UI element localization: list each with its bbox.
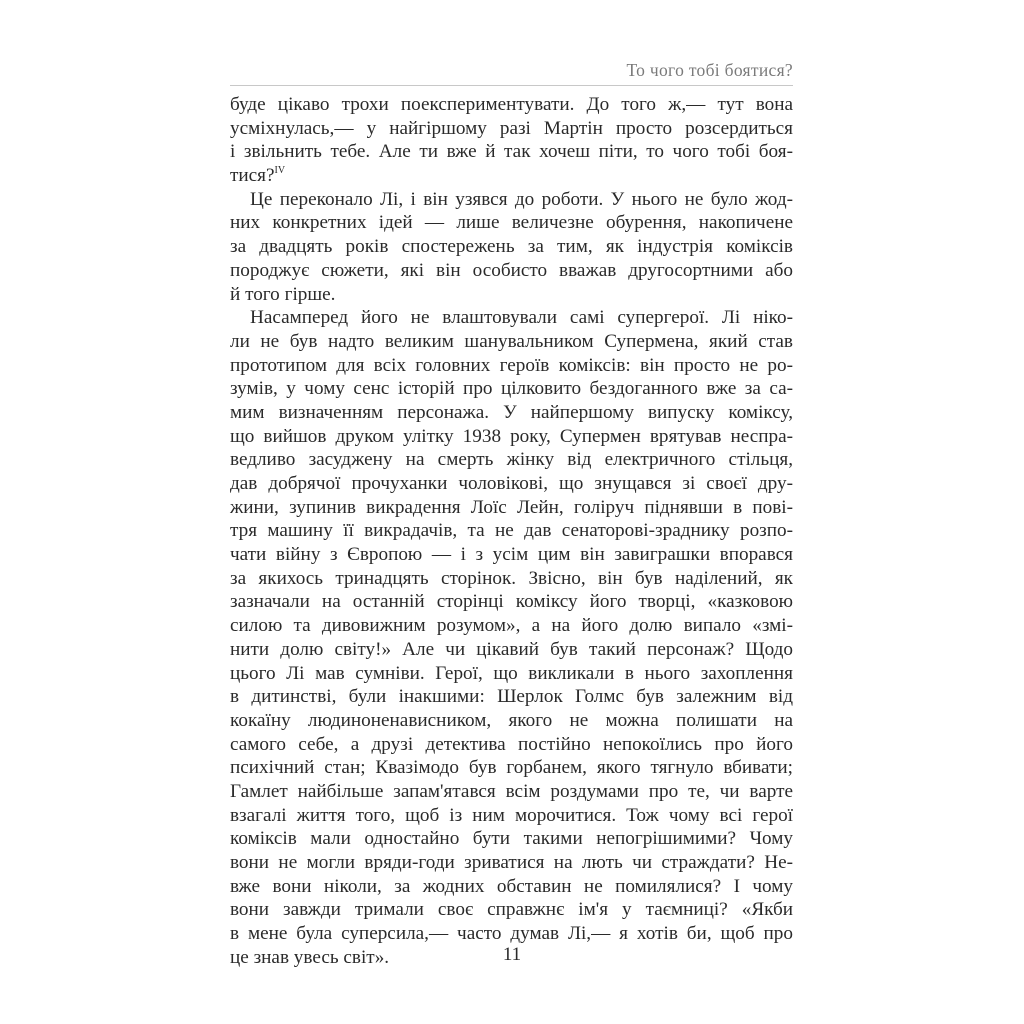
- text-line: й того гірше.: [230, 283, 336, 305]
- text-line: вони завжди тримали своє справжнє ім'я у таємниці? «Якби: [230, 899, 793, 921]
- text-line: нити долю світу!» Але чи цікавий був такий персонаж? Щодо: [230, 638, 793, 660]
- text-line: усміхнулась,— у найгіршому разі Мартін просто розсердиться: [230, 117, 793, 139]
- running-head: То чого тобі боятися?: [626, 60, 793, 80]
- text-line: в дитинстві, були інакшими: Шерлок Голмс був залежним від: [230, 686, 793, 708]
- text-line: за якихось тринадцять сторінок. Звісно, він був наділений, як: [230, 567, 793, 589]
- text-line: що вийшов друком улітку 1938 року, Супермен врятував неспра-: [230, 425, 793, 447]
- text-line: чати війну з Європою — і з усім цим він завиграшки впорався: [230, 544, 793, 566]
- text-line: коміксів мали одностайно бути такими непогрішимими? Чому: [230, 828, 793, 850]
- text-line: взагалі життя того, щоб із ним морочитися. Тож чому всі герої: [230, 804, 793, 826]
- text-line: жини, зупинив викрадення Лоїс Лейн, голіруч піднявши в пові-: [230, 496, 793, 518]
- text-line: ли не був надто великим шанувальником Супермена, який став: [230, 330, 793, 352]
- text-line: них конкретних ідей — лише величезне обурення, накопичене: [230, 212, 793, 234]
- text-line: тря машину її викрадачів, та не дав сенаторові-зраднику розпо-: [230, 520, 793, 542]
- text-line: Насамперед його не влаштовували самі супергерої. Лі ніко-: [250, 307, 793, 329]
- text-line: в мене була суперсила,— часто думав Лі,— я хотів би, щоб про: [230, 923, 793, 945]
- text-line: Це переконало Лі, і він узявся до роботи. У нього не було жод-: [250, 188, 793, 210]
- text-line: породжує сюжети, які він особисто вважав другосортними або: [230, 259, 793, 281]
- text-line: Гамлет найбільше запам'ятався всім роздумами про те, чи варте: [230, 780, 793, 802]
- text-line: вони не могли вряди-годи зриватися на лють чи страждати? Не-: [230, 852, 793, 873]
- text-line: вже вони ніколи, за жодних обставин не помилялися? І чому: [230, 875, 793, 897]
- text-line: це знав увесь світ».: [230, 946, 390, 968]
- text-fragment: тися?: [230, 165, 275, 187]
- text-line-with-footnote: [230, 164, 793, 188]
- body-text: [230, 93, 793, 969]
- text-line: за двадцять років спостережень за тим, як індустрія коміксів: [230, 236, 793, 258]
- paragraph: [230, 306, 793, 969]
- text-line: прототипом для всіх головних героїв коміксів: він просто не ро-: [230, 354, 793, 376]
- footnote-marker[interactable]: IV: [274, 165, 286, 177]
- text-line: зазначали на останній сторінці коміксу його творці, «казковою: [230, 591, 793, 613]
- text-line: силою та дивовижним розумом», а на його долю випало «змі-: [230, 615, 793, 637]
- text-line: самого себе, а друзі детектива постійно непокоїлись про його: [230, 733, 793, 755]
- paragraph: [230, 188, 793, 306]
- text-line: мим визначенням персонажа. У найпершому випуску коміксу,: [230, 401, 793, 423]
- text-line: кокаїну людиноненависником, якого не можна полишати на: [230, 709, 793, 731]
- text-line: зумів, у чому сенс історій про цілковито бездоганного вже за са-: [230, 378, 793, 400]
- text-line: і звільнить тебе. Але ти вже й так хочеш піти, то чого тобі боя-: [230, 141, 793, 163]
- paragraph: [230, 93, 793, 188]
- text-line: ведливо засуджену на смерть жінку від електричного стільця,: [230, 449, 793, 471]
- text-line: психічний стан; Квазімодо був горбанем, якого тягнуло вбивати;: [230, 757, 793, 779]
- page-number: 11: [502, 944, 522, 965]
- header-rule: [230, 85, 793, 86]
- text-line: буде цікаво трохи поекспериментувати. До того ж,— тут вона: [230, 94, 793, 115]
- text-line: дав добрячої прочуханки чоловікові, що знущався зі своєї дру-: [230, 473, 793, 494]
- text-line: цього Лі мав сумніви. Герої, що викликали в нього захоплення: [230, 662, 793, 684]
